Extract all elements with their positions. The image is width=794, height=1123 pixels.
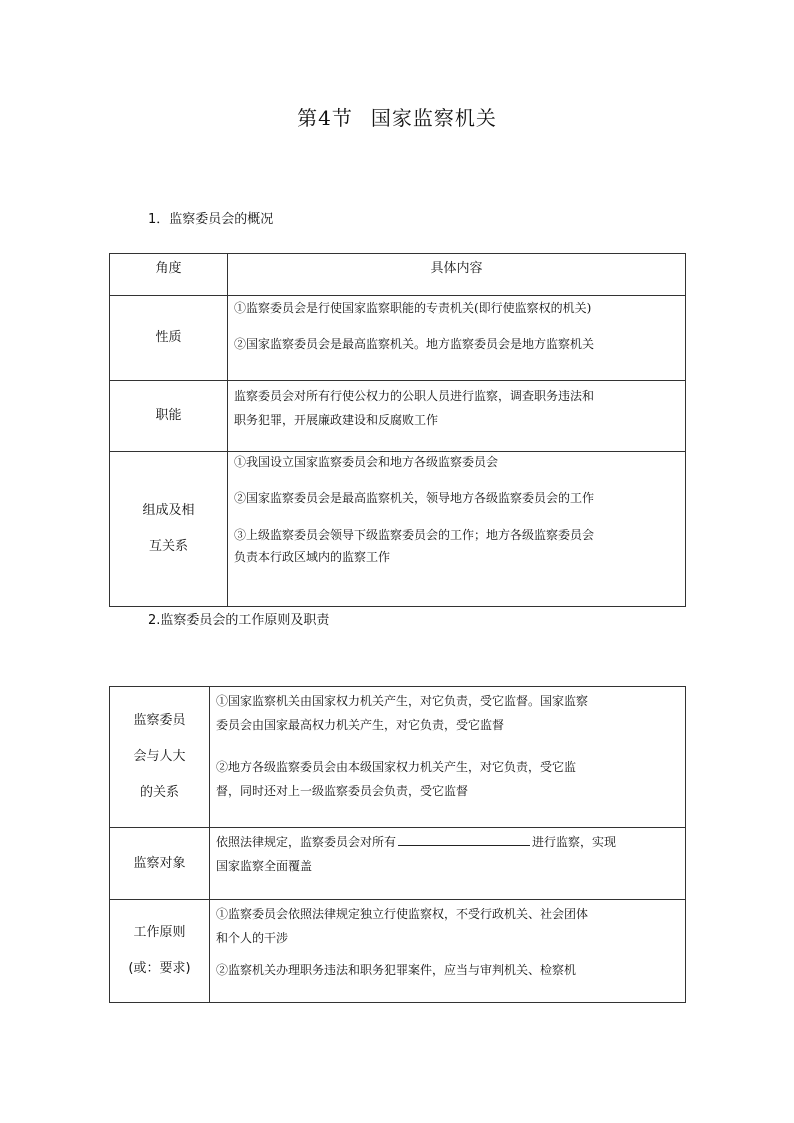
section2-heading: 2.监察委员会的工作原则及职责 xyxy=(148,613,330,628)
row-content: 监察委员会对所有行使公权力的公职人员进行监察，调查职务违法和 职务犯罪，开展廉政建设和反腐败工作 xyxy=(228,381,686,452)
header-angle: 角度 xyxy=(110,254,228,296)
table-row xyxy=(110,381,686,452)
row-content: ①国家监察机关由国家权力机关产生，对它负责，受它监督。国家监察 委员会由国家最高权力机关产生，对它负责，受它监督 ②地方各级监察委员会由本级国家权力机关产生，对它负责，受它监 督，同时还对上一级监察委员会负责，受它监督 xyxy=(210,687,686,828)
row-label: 组成及相 互关系 xyxy=(110,452,228,607)
row-content: 依照法律规定，监察委员会对所有 进行监察，实现 国家监察全面覆盖 xyxy=(210,828,686,900)
table-row xyxy=(110,452,686,607)
row-content: ①监察委员会依照法律规定独立行使监察权，不受行政机关、社会团体 和个人的干涉 ②监察机关办理职务违法和职务犯罪案件，应当与审判机关、检察机 xyxy=(210,900,686,1003)
row-label: 监察委员 会与人大 的关系 xyxy=(110,687,210,828)
table-row xyxy=(110,687,686,828)
row-content: ①我国设立国家监察委员会和地方各级监察委员会 ②国家监察委员会是最高监察机关，领导地方各级监察委员会的工作 ③上级监察委员会领导下级监察委员会的工作；地方各级监察委员会 负责本行政区域内的监察工作 xyxy=(228,452,686,607)
table-row xyxy=(110,296,686,381)
row-label: 工作原则 (或：要求) xyxy=(110,900,210,1003)
row-label: 职能 xyxy=(110,381,228,452)
section-number: 第4节 xyxy=(297,106,353,130)
table-row xyxy=(110,828,686,900)
table-row xyxy=(110,900,686,1003)
section1-heading: 1．监察委员会的概况 xyxy=(148,212,274,227)
row-label: 监察对象 xyxy=(110,828,210,900)
row-label: 性质 xyxy=(110,296,228,381)
page-title xyxy=(0,102,794,131)
overview-table xyxy=(109,253,686,607)
fill-in-blank[interactable] xyxy=(398,833,530,846)
row-content: ①监察委员会是行使国家监察职能的专责机关(即行使监察权的机关) ②国家监察委员会是最高监察机关。地方监察委员会是地方监察机关 xyxy=(228,296,686,381)
section-name: 国家监察机关 xyxy=(370,106,497,130)
principles-table xyxy=(109,686,686,1003)
header-content: 具体内容 xyxy=(228,254,686,296)
